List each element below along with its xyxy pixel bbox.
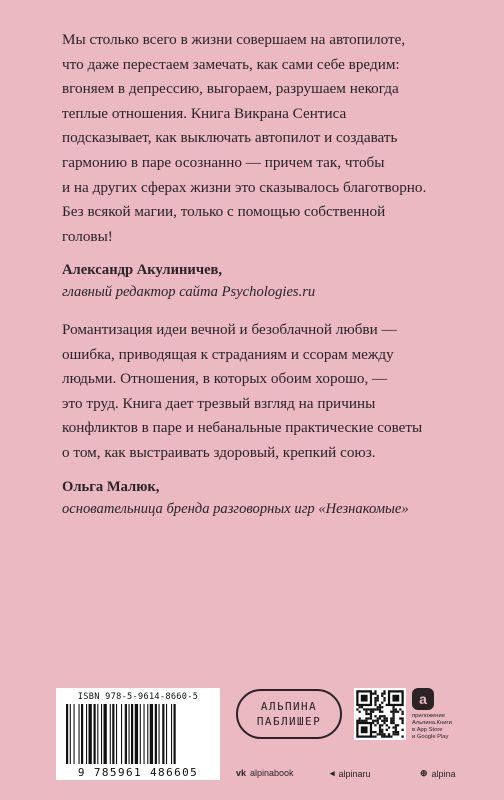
isbn-label: ISBN 978-5-9614-8660-5 (77, 692, 199, 702)
quote-2-text: Романтизация идеи вечной и безоблачной любви — ошибка, приводящая к страданиям и ссорам между людьми. Отношения, в которых обоим хорошо, — это труд. Книга дает трезвый взгляд на причины конфликтов в паре и небанальные практические советы о том, как выстраивать здоровый, крепкий союз. (62, 321, 423, 461)
app-promo-text: приложение Альпина.Книги в App Store и Google Play (412, 713, 452, 740)
plus-icon: ⊕ (420, 768, 428, 778)
quote-2-role: основательница бренда разговорных игр «Незнакомые» (62, 500, 409, 517)
barcode-panel (56, 688, 220, 780)
qr-code-icon (354, 688, 406, 740)
app-logo-icon: a (412, 688, 434, 710)
telegram-icon: ◂ (330, 768, 335, 778)
publisher-logo (236, 689, 342, 739)
quote-block-2 (62, 318, 482, 520)
social-alpina-label: alpina (431, 768, 456, 779)
publisher-logo-line1: АЛЬПИНА (260, 700, 318, 713)
social-vk-label: alpinabook (250, 768, 294, 778)
social-alpina[interactable] (420, 768, 456, 779)
social-telegram-label: alpinaru (338, 768, 371, 779)
vk-icon: vk (236, 768, 247, 778)
social-telegram[interactable] (330, 768, 371, 779)
barcode-icon (64, 704, 212, 766)
quote-1-role: главный редактор сайта Psychologies.ru (62, 284, 316, 301)
publisher-logo-line2: ПАБЛИШЕР (256, 715, 322, 728)
barcode-digits: 9 785961 486605 (77, 766, 199, 779)
quote-1-text: Мы столько всего в жизни совершаем на автопилоте, что даже перестаем замечать, как сами себе вредим: вгоняем в депрессию, выгораем, разрушаем некогда теплые отношения. Книга Викрана Сентиса подсказывает, как выключать автопилот и создавать гармонию в паре осознанно — причем так, чтобы и на других сферах жизни это сказывалось благотворно. Без всякой магии, только с помощью собственной головы! (62, 31, 427, 245)
social-links (236, 768, 486, 784)
quote-block-1 (62, 28, 482, 303)
social-vk[interactable] (236, 768, 294, 778)
quote-2-author: Ольга Малюк, (62, 478, 160, 495)
back-cover-footer (0, 670, 504, 800)
quote-1-author: Александр Акулиничев, (62, 262, 223, 279)
